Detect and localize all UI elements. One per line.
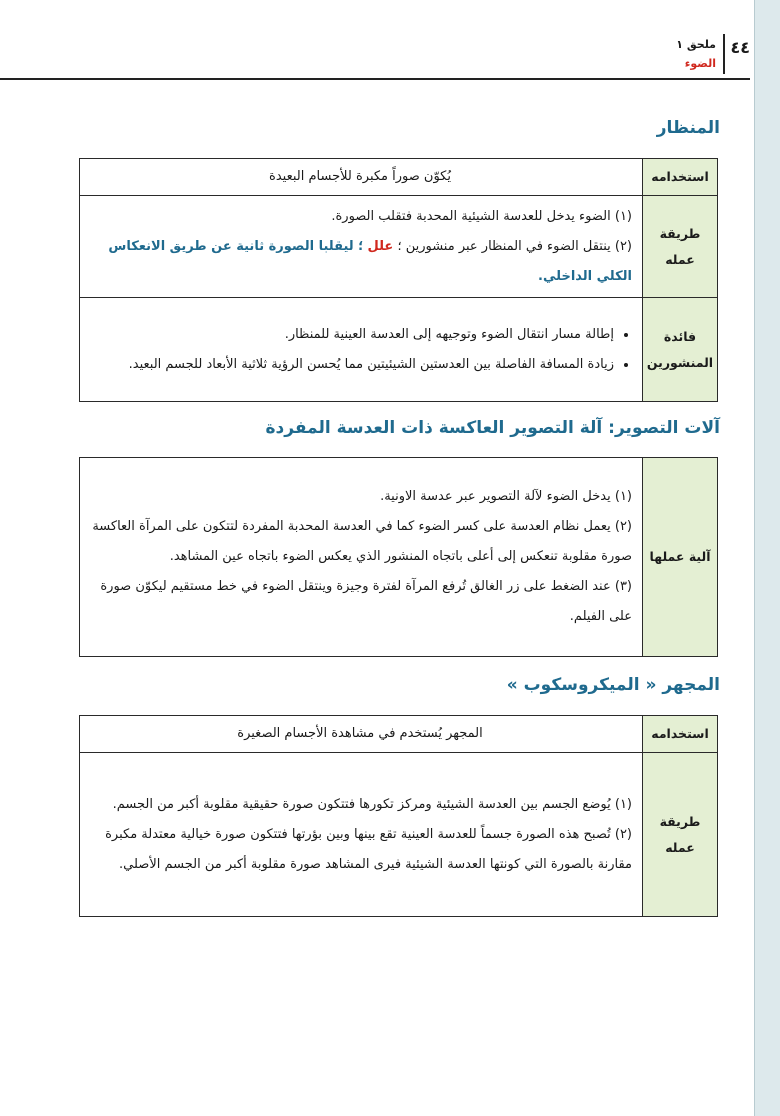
camera-mechanism-cell xyxy=(80,458,643,657)
camera-table xyxy=(79,457,718,657)
prisms-benefit-label: فائدة المنشورين xyxy=(643,298,718,402)
microscope-usage-text: المجهر يُستخدم في مشاهدة الأجسام الصغيرة xyxy=(80,716,643,753)
microscope-table xyxy=(79,715,718,917)
header-divider xyxy=(723,34,725,74)
appendix-label: ملحق ١ xyxy=(676,38,716,51)
camera-mechanism-label: آلية عملها xyxy=(643,458,718,657)
telescope-method-cell xyxy=(80,196,643,298)
microscope-step-2: (٢) تُصبح هذه الصورة جسماً للعدسة العينية تقع بينها وبين بؤرتها فتتكون صورة خيالية معتدلة مكبرة مقارنة بالصورة التي كونتها العدسة الشيئية فيرى المشاهد صورة مقلوبة أكبر من الجسم الأصلي. xyxy=(105,826,632,872)
telescope-method-1: (١) الضوء يدخل للعدسة الشيئية المحدبة فتقلب الصورة. xyxy=(331,208,632,224)
telescope-method-2 xyxy=(88,232,632,292)
prisms-benefit-1: • إطالة مسار انتقال الضوء وتوجيهه إلى العدسة العينية للمنظار. xyxy=(88,320,614,350)
telescope-usage-text: يُكوّن صوراً مكبرة للأجسام البعيدة xyxy=(80,159,643,196)
header-rule xyxy=(0,78,750,80)
telescope-table xyxy=(79,158,718,402)
telescope-usage-label: استخدامه xyxy=(643,159,718,196)
telescope-method-2-post: ؛ ليقلبا الصورة ثانية عن طريق الانعكاس الكلي الداخلي. xyxy=(108,238,632,284)
camera-step-3: (٣) عند الضغط على زر الغالق تُرفع المرآة لفترة وجيزة وينتقل الضوء في خط مستقيم ليكوّن صورة على الفيلم. xyxy=(100,579,632,624)
microscope-usage-label: استخدامه xyxy=(643,716,718,753)
prisms-benefit-2: • زيادة المسافة الفاصلة بين العدستين الشيئيتين مما يُحسن الرؤية ثلاثية الأبعاد للجسم البعيد. xyxy=(88,350,614,380)
camera-title: آلات التصوير: آلة التصوير العاكسة ذات العدسة المفردة xyxy=(265,418,720,438)
microscope-title: المجهر « الميكروسكوب » xyxy=(506,675,720,695)
telescope-method-label: طريقة عمله xyxy=(643,196,718,298)
chapter-label: الضوء xyxy=(684,57,716,70)
page-header xyxy=(630,34,750,78)
page-number: ٤٤ xyxy=(730,38,750,57)
microscope-method-cell xyxy=(80,753,643,917)
reason-tag: علل xyxy=(367,238,394,254)
microscope-step-1: (١) يُوضع الجسم بين العدسة الشيئية ومركز تكورها فتتكون صورة حقيقية مقلوبة أكبر من الجسم. xyxy=(112,796,632,812)
telescope-title: المنظار xyxy=(656,118,720,138)
prisms-benefit-cell xyxy=(80,298,643,402)
camera-step-1: (١) يدخل الضوء لآلة التصوير عبر عدسة الاونية. xyxy=(380,489,632,504)
camera-step-2: (٢) يعمل نظام العدسة على كسر الضوء كما في العدسة المحدبة المفردة لتتكون على المرآة العاكسة صورة مقلوبة تنعكس إلى أعلى باتجاه المنشور الذي يعكس الضوء باتجاه عين المشاهد. xyxy=(92,519,632,564)
telescope-method-2-pre: (٢) ينتقل الضوء في المنظار عبر منشورين ؛ xyxy=(397,238,632,254)
side-margin-strip xyxy=(754,0,780,1116)
microscope-method-label: طريقة عمله xyxy=(643,753,718,917)
